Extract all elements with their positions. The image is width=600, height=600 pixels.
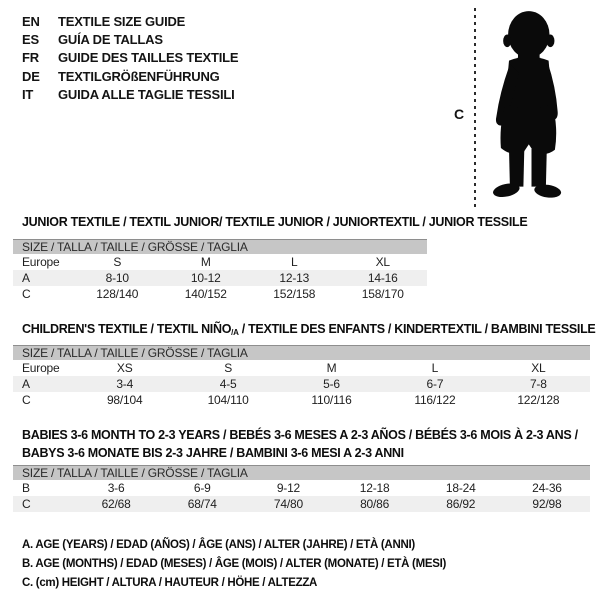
babies-size-table <box>13 465 590 512</box>
row-label: A <box>22 271 30 285</box>
table-header: SIZE / TALLA / TAILLE / GRÖSSE / TAGLIA <box>13 239 427 254</box>
language-row <box>22 30 238 48</box>
language-code: IT <box>22 86 34 102</box>
junior-size-table <box>13 239 427 302</box>
language-code: EN <box>22 13 40 29</box>
row-label: C <box>22 393 31 407</box>
figure-height-label: C <box>454 106 464 122</box>
row-label: C <box>22 497 31 511</box>
table-cell: 140/152 <box>184 287 227 301</box>
language-title: TEXTILGRÖßENFÜHRUNG <box>58 68 220 84</box>
table-cell: 3-6 <box>107 481 125 495</box>
table-header: SIZE / TALLA / TAILLE / GRÖSSE / TAGLIA <box>13 345 590 360</box>
table-cell: XL <box>531 361 546 375</box>
table-title-text: BABYS 3-6 MONATE BIS 2-3 JAHRE / BAMBINI 3-6 MESI A 2-3 ANNI <box>22 446 404 460</box>
language-title: GUIDA ALLE TAGLIE TESSILI <box>58 86 235 102</box>
children-size-table <box>13 345 590 408</box>
table-cell: 5-6 <box>323 377 340 391</box>
table-cell: 80/86 <box>360 497 390 511</box>
language-list <box>22 12 238 103</box>
table-row <box>13 360 590 376</box>
language-row <box>22 85 238 103</box>
footnote-line: A. AGE (YEARS) / EDAD (AÑOS) / ÂGE (ANS) / ALTER (JAHRE) / ETÀ (ANNI) <box>22 539 415 551</box>
language-title: GUÍA DE TALLAS <box>58 31 163 47</box>
table-title-line <box>22 444 578 462</box>
table-title-text: / TEXTILE DES ENFANTS / KINDERTEXTIL / BAMBINI TESSILE <box>238 322 596 336</box>
language-row <box>22 49 238 67</box>
height-measure-line <box>474 8 476 208</box>
table-row <box>13 254 427 270</box>
table-cell: 62/68 <box>101 497 131 511</box>
table-cell: M <box>200 255 211 269</box>
baby-silhouette <box>482 6 572 208</box>
children-table-title <box>22 320 595 340</box>
table-cell: 18-24 <box>445 481 476 495</box>
table-title-text: CHILDREN'S TEXTILE / TEXTIL NIÑO <box>22 322 232 336</box>
language-title: TEXTILE SIZE GUIDE <box>58 13 186 29</box>
table-body <box>13 254 427 302</box>
table-header: SIZE / TALLA / TAILLE / GRÖSSE / TAGLIA <box>13 465 590 480</box>
table-title-line <box>22 320 595 340</box>
footnote-line: C. (cm) HEIGHT / ALTURA / HAUTEUR / HÖHE / ALTEZZA <box>22 577 318 589</box>
table-cell: 24-36 <box>532 481 562 495</box>
table-cell: S <box>224 361 233 375</box>
table-cell: 4-5 <box>219 377 237 391</box>
table-row <box>13 480 590 496</box>
table-cell: 128/140 <box>96 287 139 301</box>
table-cell: 152/158 <box>273 287 316 301</box>
babies-table-title <box>22 426 578 462</box>
table-cell: 9-12 <box>276 481 301 495</box>
row-label: Europe <box>22 255 60 269</box>
table-cell: S <box>113 255 122 269</box>
table-cell: 3-4 <box>116 377 134 391</box>
table-cell: 6-9 <box>193 481 211 495</box>
language-code: ES <box>22 31 39 47</box>
table-row <box>13 270 427 286</box>
footnote-line: B. AGE (MONTHS) / EDAD (MESES) / ÂGE (MOIS) / ALTER (MONATE) / ETÀ (MESI) <box>22 558 447 570</box>
table-cell: 116/122 <box>414 393 456 407</box>
table-cell: 86/92 <box>446 497 476 511</box>
table-cell: 12-13 <box>279 271 310 285</box>
table-row <box>13 496 590 512</box>
language-title: GUIDE DES TAILLES TEXTILE <box>58 50 239 66</box>
language-code: DE <box>22 68 40 84</box>
junior-table-title <box>22 213 527 231</box>
table-cell: XL <box>375 255 390 269</box>
footnotes <box>22 536 446 593</box>
table-title-text: JUNIOR TEXTILE / TEXTIL JUNIOR/ TEXTILE JUNIOR / JUNIORTEXTIL / JUNIOR TESSILE <box>22 215 528 229</box>
language-row <box>22 67 238 85</box>
table-title-subscript: /A <box>231 328 239 337</box>
table-cell: 122/128 <box>517 393 560 407</box>
row-label: C <box>22 287 31 301</box>
table-cell: L <box>291 255 298 269</box>
table-cell: 74/80 <box>273 497 303 511</box>
table-row <box>13 392 590 408</box>
table-cell: 10-12 <box>190 271 221 285</box>
language-code: FR <box>22 50 39 66</box>
table-body <box>13 480 590 512</box>
language-row <box>22 12 238 30</box>
table-title-text: BABIES 3-6 MONTH TO 2-3 YEARS / BEBÉS 3-6 MESES A 2-3 AÑOS / BÉBÉS 3-6 MOIS À 2-3 ANS / <box>22 428 578 442</box>
table-title-line <box>22 213 527 231</box>
table-cell: 14-16 <box>367 271 398 285</box>
table-cell: 104/110 <box>207 393 249 407</box>
row-label: A <box>22 377 30 391</box>
table-cell: 158/170 <box>361 287 404 301</box>
table-cell: 110/116 <box>311 393 352 407</box>
table-body <box>13 360 590 408</box>
table-cell: 6-7 <box>426 377 444 391</box>
row-label: Europe <box>22 361 60 375</box>
row-label: B <box>22 481 30 495</box>
table-row <box>13 286 427 302</box>
table-row <box>13 376 590 392</box>
table-title-line <box>22 426 578 444</box>
table-cell: 8-10 <box>105 271 129 285</box>
table-cell: 7-8 <box>529 377 547 391</box>
table-cell: 12-18 <box>359 481 390 495</box>
table-cell: L <box>431 361 439 375</box>
table-cell: 98/104 <box>106 393 143 407</box>
table-cell: M <box>326 361 337 375</box>
table-cell: 68/74 <box>187 497 217 511</box>
table-cell: 92/98 <box>532 497 562 511</box>
table-cell: XS <box>116 361 133 375</box>
